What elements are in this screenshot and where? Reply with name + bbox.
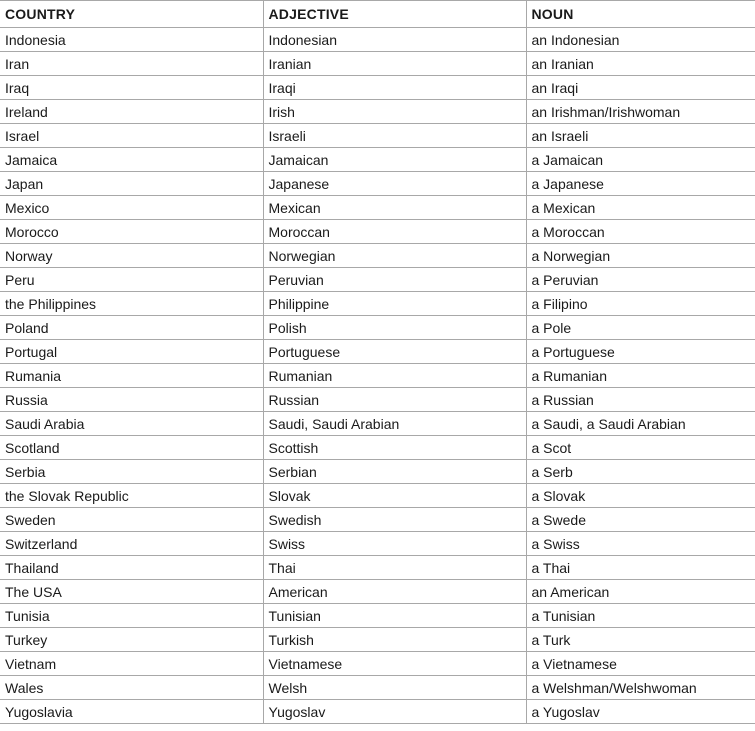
country-cell: The USA xyxy=(0,580,263,604)
adjective-cell: Norwegian xyxy=(263,244,526,268)
table-row xyxy=(0,364,755,388)
table-row xyxy=(0,580,755,604)
noun-cell: a Norwegian xyxy=(526,244,755,268)
noun-cell: a Japanese xyxy=(526,172,755,196)
country-cell: Serbia xyxy=(0,460,263,484)
adjective-cell: Rumanian xyxy=(263,364,526,388)
country-cell: Iran xyxy=(0,52,263,76)
country-cell: Poland xyxy=(0,316,263,340)
table-body xyxy=(0,28,755,724)
table-row xyxy=(0,28,755,52)
country-cell: Yugoslavia xyxy=(0,700,263,724)
adjective-cell: Indonesian xyxy=(263,28,526,52)
noun-cell: a Welshman/Welshwoman xyxy=(526,676,755,700)
noun-cell: a Portuguese xyxy=(526,340,755,364)
country-cell: Tunisia xyxy=(0,604,263,628)
noun-cell: a Tunisian xyxy=(526,604,755,628)
noun-cell: a Peruvian xyxy=(526,268,755,292)
noun-cell: a Pole xyxy=(526,316,755,340)
noun-cell: an Israeli xyxy=(526,124,755,148)
country-cell: Morocco xyxy=(0,220,263,244)
table-row xyxy=(0,124,755,148)
adjective-cell: Portuguese xyxy=(263,340,526,364)
table-row xyxy=(0,388,755,412)
table-row xyxy=(0,652,755,676)
noun-cell: an Indonesian xyxy=(526,28,755,52)
table-row xyxy=(0,460,755,484)
header-row xyxy=(0,1,755,28)
table-row xyxy=(0,508,755,532)
country-cell: Norway xyxy=(0,244,263,268)
table-row xyxy=(0,220,755,244)
adjective-cell: Turkish xyxy=(263,628,526,652)
noun-cell: a Thai xyxy=(526,556,755,580)
noun-cell: an American xyxy=(526,580,755,604)
table-row xyxy=(0,244,755,268)
noun-cell: a Jamaican xyxy=(526,148,755,172)
table-row xyxy=(0,100,755,124)
table-row xyxy=(0,676,755,700)
table-row xyxy=(0,196,755,220)
table-row xyxy=(0,52,755,76)
noun-cell: a Yugoslav xyxy=(526,700,755,724)
column-header-country: COUNTRY xyxy=(0,1,263,28)
adjective-cell: Scottish xyxy=(263,436,526,460)
country-cell: Jamaica xyxy=(0,148,263,172)
noun-cell: a Serb xyxy=(526,460,755,484)
country-cell: Saudi Arabia xyxy=(0,412,263,436)
table-row xyxy=(0,148,755,172)
adjective-cell: Mexican xyxy=(263,196,526,220)
noun-cell: a Turk xyxy=(526,628,755,652)
country-cell: Indonesia xyxy=(0,28,263,52)
country-cell: Portugal xyxy=(0,340,263,364)
country-cell: Vietnam xyxy=(0,652,263,676)
noun-cell: a Filipino xyxy=(526,292,755,316)
noun-cell: a Vietnamese xyxy=(526,652,755,676)
table-row xyxy=(0,700,755,724)
table-row xyxy=(0,292,755,316)
country-cell: Switzerland xyxy=(0,532,263,556)
adjective-cell: Irish xyxy=(263,100,526,124)
country-cell: Peru xyxy=(0,268,263,292)
table-row xyxy=(0,532,755,556)
table-row xyxy=(0,556,755,580)
adjective-cell: Iranian xyxy=(263,52,526,76)
noun-cell: a Swiss xyxy=(526,532,755,556)
country-cell: Scotland xyxy=(0,436,263,460)
adjective-cell: American xyxy=(263,580,526,604)
country-cell: Wales xyxy=(0,676,263,700)
adjective-cell: Moroccan xyxy=(263,220,526,244)
table-row xyxy=(0,268,755,292)
noun-cell: an Iraqi xyxy=(526,76,755,100)
adjective-cell: Slovak xyxy=(263,484,526,508)
adjective-cell: Peruvian xyxy=(263,268,526,292)
noun-cell: a Rumanian xyxy=(526,364,755,388)
country-cell: Turkey xyxy=(0,628,263,652)
adjective-cell: Tunisian xyxy=(263,604,526,628)
adjective-cell: Polish xyxy=(263,316,526,340)
country-cell: Rumania xyxy=(0,364,263,388)
noun-cell: a Scot xyxy=(526,436,755,460)
adjective-cell: Saudi, Saudi Arabian xyxy=(263,412,526,436)
adjective-cell: Russian xyxy=(263,388,526,412)
country-cell: Iraq xyxy=(0,76,263,100)
table-row xyxy=(0,172,755,196)
adjective-cell: Japanese xyxy=(263,172,526,196)
country-cell: the Philippines xyxy=(0,292,263,316)
adjective-cell: Philippine xyxy=(263,292,526,316)
noun-cell: a Moroccan xyxy=(526,220,755,244)
noun-cell: a Slovak xyxy=(526,484,755,508)
table-row xyxy=(0,628,755,652)
country-cell: Russia xyxy=(0,388,263,412)
country-cell: Israel xyxy=(0,124,263,148)
adjective-cell: Yugoslav xyxy=(263,700,526,724)
country-cell: Japan xyxy=(0,172,263,196)
noun-cell: an Irishman/Irishwoman xyxy=(526,100,755,124)
adjective-cell: Vietnamese xyxy=(263,652,526,676)
country-cell: Sweden xyxy=(0,508,263,532)
noun-cell: a Swede xyxy=(526,508,755,532)
column-header-adjective: ADJECTIVE xyxy=(263,1,526,28)
country-cell: Ireland xyxy=(0,100,263,124)
column-header-noun: NOUN xyxy=(526,1,755,28)
table-row xyxy=(0,604,755,628)
adjective-cell: Welsh xyxy=(263,676,526,700)
noun-cell: a Saudi, a Saudi Arabian xyxy=(526,412,755,436)
country-cell: the Slovak Republic xyxy=(0,484,263,508)
adjective-cell: Swiss xyxy=(263,532,526,556)
adjective-cell: Jamaican xyxy=(263,148,526,172)
table-row xyxy=(0,316,755,340)
table-row xyxy=(0,76,755,100)
adjective-cell: Israeli xyxy=(263,124,526,148)
table-row xyxy=(0,436,755,460)
country-cell: Mexico xyxy=(0,196,263,220)
country-cell: Thailand xyxy=(0,556,263,580)
adjective-cell: Swedish xyxy=(263,508,526,532)
table-row xyxy=(0,340,755,364)
adjective-cell: Thai xyxy=(263,556,526,580)
adjective-cell: Iraqi xyxy=(263,76,526,100)
adjective-cell: Serbian xyxy=(263,460,526,484)
table-row xyxy=(0,412,755,436)
noun-cell: an Iranian xyxy=(526,52,755,76)
noun-cell: a Russian xyxy=(526,388,755,412)
noun-cell: a Mexican xyxy=(526,196,755,220)
table-row xyxy=(0,484,755,508)
